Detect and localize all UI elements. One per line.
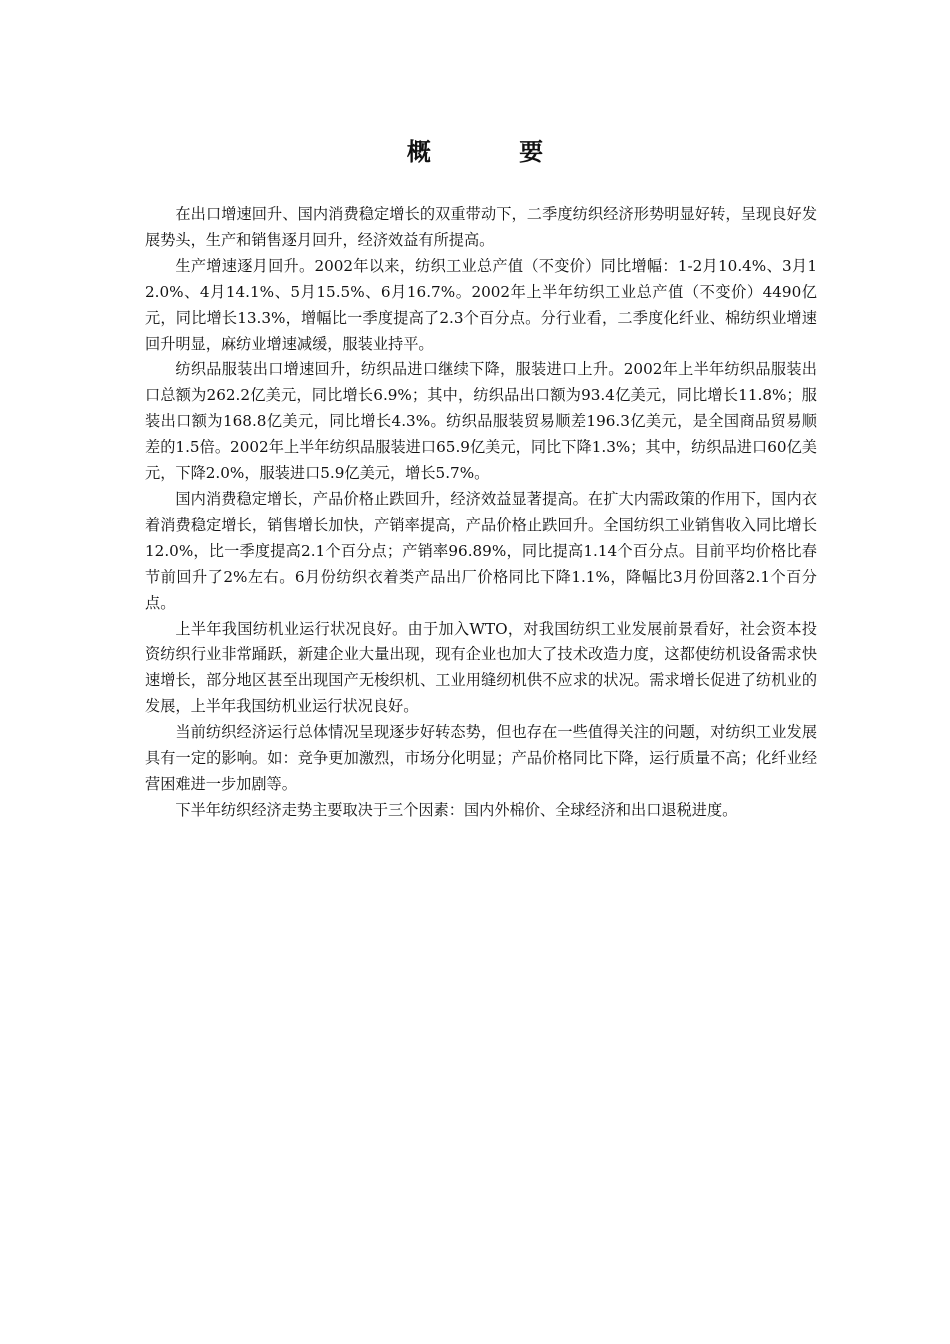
paragraph-domestic-consumption: 国内消费稳定增长，产品价格止跌回升，经济效益显著提高。在扩大内需政策的作用下，国内衣着消费稳定增长，销售增长加快，产销率提高，产品价格止跌回升。全国纺织工业销售收入同比增长12.0%，比一季度提高2.1个百分点；产销率96.89%，同比提高1.14个百分点。目前平均价格比春节前回升了2%左右。6月份纺织衣着类产品出厂价格同比下降1.1%，降幅比3月份回落2.1个百分点。 <box>145 489 817 612</box>
paragraph-outlook: 下半年纺织经济走势主要取决于三个因素：国内外棉价、全球经济和出口退税进度。 <box>175 800 738 819</box>
document-body <box>145 202 817 824</box>
page-title: 概 要 <box>406 138 584 166</box>
paragraph-trade: 纺织品服装出口增速回升，纺织品进口继续下降，服装进口上升。2002年上半年纺织品服装出口总额为262.2亿美元，同比增长6.9%；其中，纺织品出口额为93.4亿美元，同比增长11.8%；服装出口额为168.8亿美元，同比增长4.3%。纺织品服装贸易顺差196.3亿美元，是全国商品贸易顺差的1.5倍。2002年上半年纺织品服装进口65.9亿美元，同比下降1.3%；其中，纺织品进口60亿美元，下降2.0%，服装进口5.9亿美元，增长5.7%。 <box>145 360 817 483</box>
paragraph-intro: 在出口增速回升、国内消费稳定增长的双重带动下，二季度纺织经济形势明显好转，呈现良好发展势头，生产和销售逐月回升，经济效益有所提高。 <box>145 205 817 249</box>
paragraph-textile-machinery: 上半年我国纺机业运行状况良好。由于加入WTO，对我国纺织工业发展前景看好，社会资本投资纺织行业非常踊跃，新建企业大量出现，现有企业也加大了技术改造力度，这都使纺机设备需求快速增长，部分地区甚至出现国产无梭织机、工业用缝纫机供不应求的状况。需求增长促进了纺机业的发展，上半年我国纺机业运行状况良好。 <box>145 619 817 716</box>
paragraph-issues: 当前纺织经济运行总体情况呈现逐步好转态势，但也存在一些值得关注的问题，对纺织工业发展具有一定的影响。如：竞争更加激烈，市场分化明显；产品价格同比下降，运行质量不高；化纤业经营困难进一步加剧等。 <box>145 723 817 793</box>
paragraph-production: 生产增速逐月回升。2002年以来，纺织工业总产值（不变价）同比增幅：1-2月10.4%、3月12.0%、4月14.1%、5月15.5%、6月16.7%。2002年上半年纺织工业总产值（不变价）4490亿元，同比增长13.3%，增幅比一季度提高了2.3个百分点。分行业看，二季度化纤业、棉纺织业增速回升明显，麻纺业增速减缓，服装业持平。 <box>145 256 817 353</box>
